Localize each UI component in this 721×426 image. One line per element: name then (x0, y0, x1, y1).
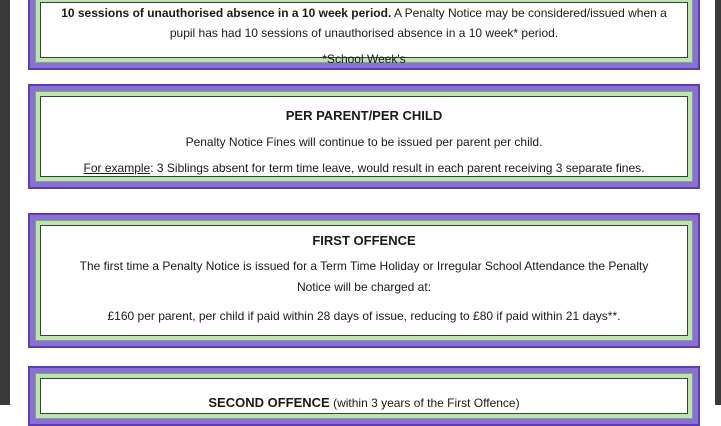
absence-rule-bold: 10 sessions of unauthorised absence in a 10 week period. (61, 6, 392, 20)
section-middle-border (35, 373, 693, 419)
absence-rule-line-2: pupil has had 10 sessions of unauthorised absence in a 10 week* period. (169, 26, 559, 40)
second-offence-title: SECOND OFFENCE (208, 395, 330, 410)
scan-right-edge (715, 0, 721, 405)
example-line (41, 155, 687, 181)
absence-rule-line-1 (41, 3, 687, 23)
unauthorised-absence-section (28, 0, 700, 70)
section-content (40, 96, 688, 177)
section-middle-border (35, 91, 693, 182)
per-child-fine-text: Penalty Notice Fines will continue to be issued per parent per child. (185, 135, 543, 149)
second-offence-qualifier: (within 3 years of the First Offence) (329, 396, 520, 410)
first-offence-description: The first time a Penalty Notice is issued for a Term Time Holiday or Irregular School Attendance the Penalty Notice will be charged at: (79, 259, 649, 294)
first-offence-amount: £160 per parent, per child if paid within 28 days of issue, reducing to £80 if paid within 21 days**. (107, 309, 621, 323)
school-week-footnote: *School Week's (322, 52, 406, 66)
scan-left-edge (0, 0, 10, 405)
per-parent-per-child-section (28, 84, 700, 189)
first-offence-section (28, 213, 700, 348)
section-content (40, 2, 688, 66)
section-heading: PER PARENT/PER CHILD (285, 108, 443, 123)
section-content (40, 225, 688, 336)
example-label: For example (83, 161, 151, 175)
section-middle-border (35, 0, 693, 66)
second-offence-section (28, 366, 700, 426)
section-heading: FIRST OFFENCE (312, 233, 416, 248)
absence-rule-rest: A Penalty Notice may be considered/issued when a (391, 6, 667, 20)
section-content (40, 378, 688, 414)
example-text: : 3 Siblings absent for term time leave, would result in each parent receiving 3 separate fines. (150, 161, 645, 175)
section-heading (41, 393, 687, 413)
section-middle-border (35, 220, 693, 341)
